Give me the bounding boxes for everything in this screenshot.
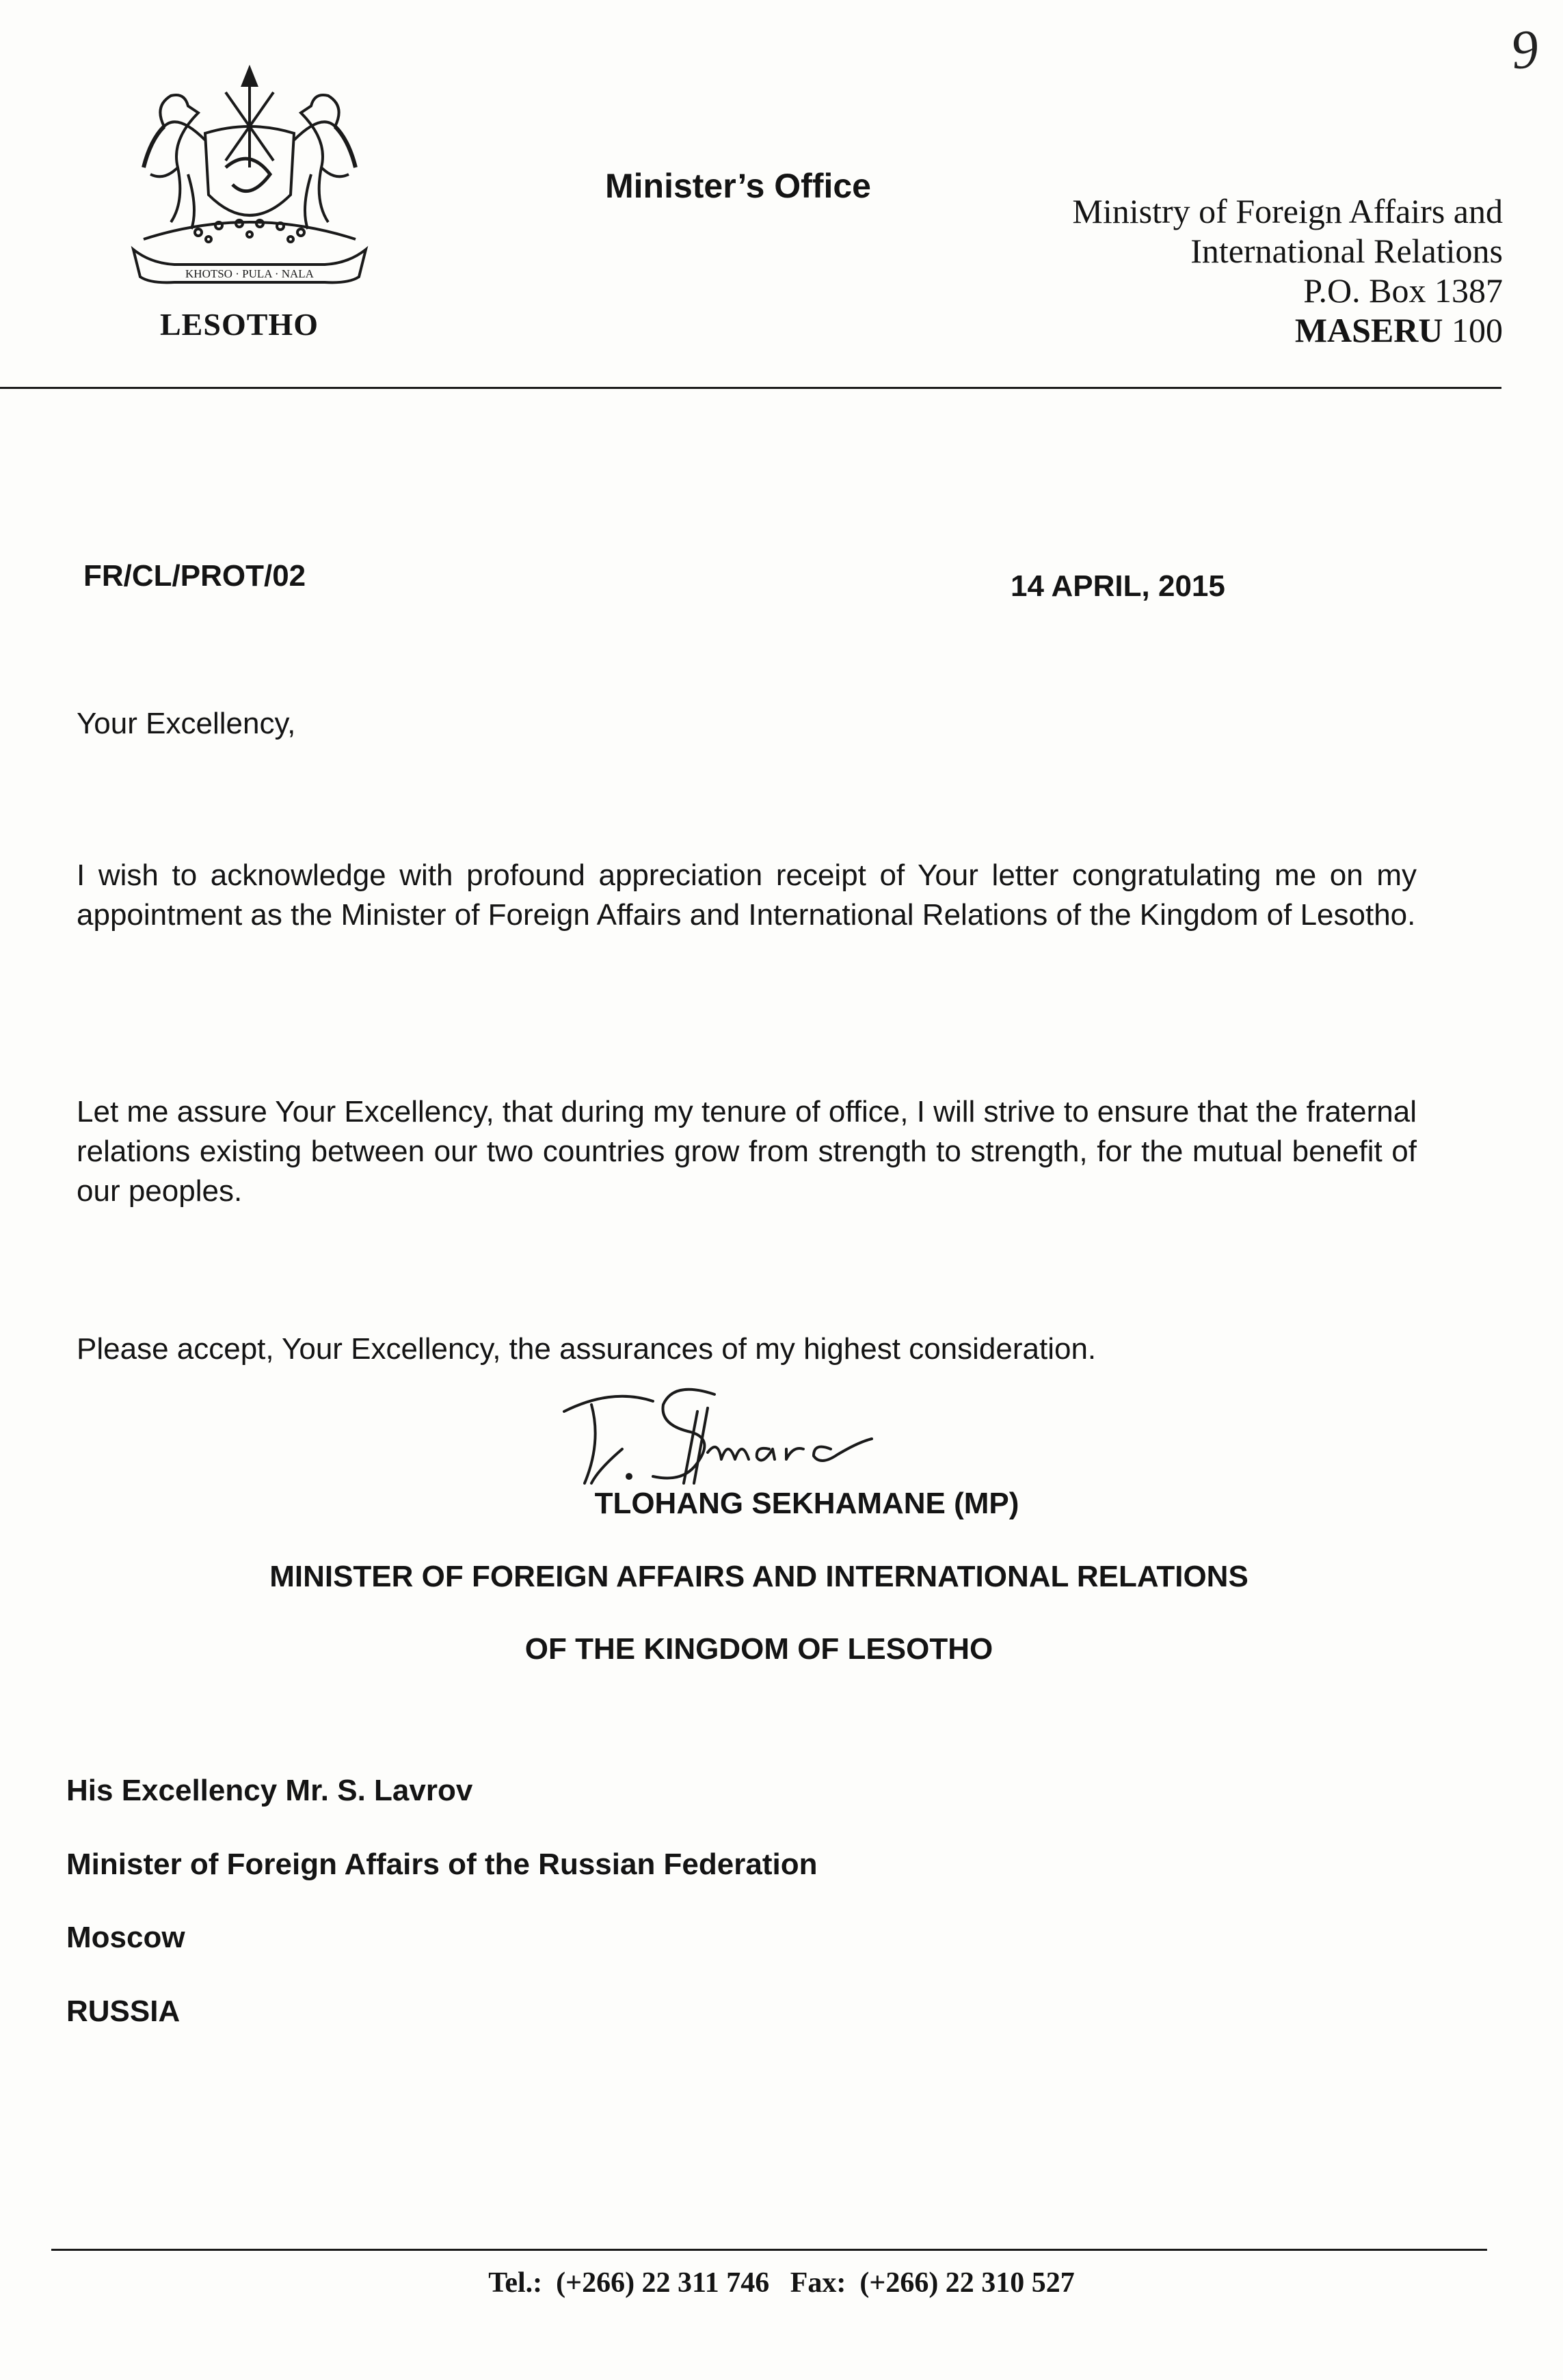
body-paragraph-1: I wish to acknowledge with profound appreciation receipt of Your letter congratulating me on my appointment as the Minister of Foreign Affairs and International Relations of the Kingdom of Lesotho. — [77, 858, 1417, 932]
lesotho-coat-of-arms-icon — [123, 65, 376, 297]
header-divider — [0, 387, 1501, 389]
body-paragraph-2: Let me assure Your Excellency, that during my tenure of office, I will strive to ensure that the fraternal relations existing between our two countries grow from strength to strength, for the mutual benefit of our peoples. — [77, 1095, 1417, 1208]
recipient-country: RUSSIA — [66, 1994, 181, 2028]
address-line-1: Ministry of Foreign Affairs and — [1072, 192, 1503, 230]
fax-label: Fax: — [790, 2267, 846, 2299]
recipient-title: Minister of Foreign Affairs of the Russian Federation — [66, 1848, 818, 1881]
handwritten-signature — [550, 1374, 879, 1493]
address-postcode: 100 — [1452, 311, 1503, 349]
signatory-name: TLOHANG SEKHAMANE (MP) — [594, 1487, 1019, 1520]
handwritten-page-number: 9 — [1508, 18, 1542, 81]
footer-divider — [51, 2249, 1487, 2251]
letter-date: 14 APRIL, 2015 — [1011, 569, 1225, 603]
ministry-address — [1072, 191, 1503, 350]
tel-label: Tel.: — [488, 2267, 543, 2299]
fax-number: (+266) 22 310 527 — [859, 2267, 1075, 2299]
signatory-title-line-1: MINISTER OF FOREIGN AFFAIRS AND INTERNATIONAL RELATIONS — [269, 1560, 1248, 1593]
address-line-2: International Relations — [1190, 232, 1503, 270]
salutation: Your Excellency, — [77, 707, 296, 740]
address-city: MASERU — [1294, 311, 1443, 349]
contact-line — [0, 2267, 1563, 2299]
tel-number: (+266) 22 311 746 — [556, 2267, 770, 2299]
address-city-line — [1072, 310, 1503, 350]
address-line-3: P.O. Box 1387 — [1303, 271, 1503, 310]
crest-motto: KHOTSO · PULA · NALA — [185, 267, 314, 280]
recipient-name: His Excellency Mr. S. Lavrov — [66, 1774, 473, 1807]
country-label: LESOTHO — [160, 307, 319, 342]
closing-paragraph: Please accept, Your Excellency, the assurances of my highest consideration. — [77, 1332, 1097, 1366]
signatory-title-line-2: OF THE KINGDOM OF LESOTHO — [524, 1632, 993, 1666]
recipient-city: Moscow — [66, 1921, 185, 1954]
office-title: Minister’s Office — [605, 167, 871, 205]
reference-number: FR/CL/PROT/02 — [83, 559, 306, 593]
